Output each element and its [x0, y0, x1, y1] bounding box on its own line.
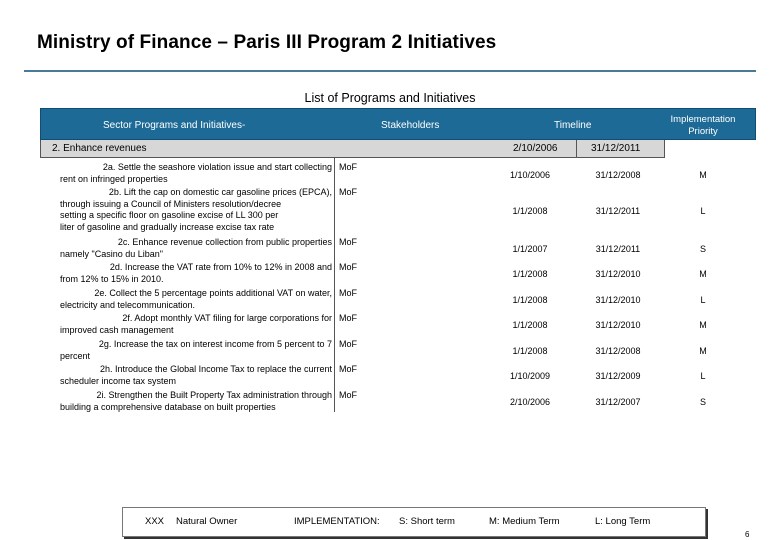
stakeholder: MoF	[339, 390, 357, 400]
stakeholder: MoF	[339, 339, 357, 349]
initiative-line: 2b. Lift the cap on domestic car gasoline prices (EPCA),	[108, 187, 332, 197]
end-date: 31/12/2010	[595, 295, 641, 305]
initiative-line: namely "Casino du Liban"	[60, 248, 163, 259]
initiative-line: from 12% to 15% in 2010.	[60, 273, 164, 284]
start-date: 1/1/2008	[512, 295, 548, 305]
legend-medium-term: M: Medium Term	[489, 516, 560, 527]
priority: L	[700, 206, 706, 216]
priority: L	[700, 295, 706, 305]
initiative-line: 2d. Increase the VAT rate from 10% to 12% in 2008 and	[109, 262, 332, 272]
section-row	[40, 140, 665, 158]
initiative-line: 2a. Settle the seashore violation issue and start collecting	[102, 162, 332, 172]
end-date: 31/12/2007	[595, 397, 641, 407]
section-end-date: 31/12/2011	[591, 143, 641, 154]
initiative-text	[42, 162, 332, 185]
initiative-line: improved cash management	[60, 324, 174, 335]
legend-implementation: IMPLEMENTATION:	[294, 516, 380, 527]
initiative-line: 2f. Adopt monthly VAT filing for large corporations for	[122, 313, 332, 323]
end-date: 31/12/2008	[595, 346, 641, 356]
initiative-line: 2e. Collect the 5 percentage points additional VAT on water,	[94, 288, 332, 298]
legend-box	[122, 507, 706, 537]
priority: M	[699, 269, 707, 279]
table-header	[40, 108, 756, 140]
initiative-line: 2i. Strengthen the Built Property Tax administration through	[96, 390, 332, 400]
end-date: 31/12/2010	[595, 269, 641, 279]
initiative-text	[42, 339, 332, 362]
header-initiatives: Sector Programs and Initiatives-	[103, 120, 246, 131]
end-date: 31/12/2011	[595, 206, 641, 216]
stakeholder: MoF	[339, 262, 357, 272]
priority: S	[699, 397, 706, 407]
priority: M	[699, 346, 707, 356]
start-date: 1/1/2008	[512, 206, 548, 216]
stakeholder: MoF	[339, 288, 357, 298]
priority: M	[699, 170, 707, 180]
initiative-line: 2c. Enhance revenue collection from public properties	[117, 237, 332, 247]
section-divider	[576, 140, 577, 157]
header-timeline: Timeline	[554, 120, 592, 131]
end-date: 31/12/2008	[595, 170, 641, 180]
initiative-text	[42, 313, 332, 336]
legend-xxx: XXX	[145, 516, 165, 527]
initiative-text	[42, 364, 332, 387]
priority: S	[699, 244, 706, 254]
stakeholder: MoF	[339, 187, 357, 197]
end-date: 31/12/2009	[595, 371, 641, 381]
initiative-line: rent on infringed properties	[60, 173, 168, 184]
initiative-line: through issuing a Council of Ministers resolution/decree	[60, 198, 282, 209]
stakeholder: MoF	[339, 237, 357, 247]
header-priority: Implementation Priority	[670, 114, 736, 137]
initiative-line: 2h. Introduce the Global Income Tax to replace the current	[100, 364, 332, 374]
end-date: 31/12/2011	[595, 244, 641, 254]
legend-short-term: S: Short term	[399, 516, 455, 527]
initiative-text	[42, 262, 332, 285]
title-divider	[24, 70, 756, 72]
priority: M	[699, 320, 707, 330]
start-date: 1/1/2008	[512, 320, 548, 330]
priority: L	[700, 371, 706, 381]
stakeholder: MoF	[339, 364, 357, 374]
initiative-line: liter of gasoline and gradually increase excise tax rate	[60, 222, 275, 233]
stakeholder: MoF	[339, 162, 357, 172]
initiative-text	[42, 288, 332, 311]
start-date: 1/1/2007	[512, 244, 548, 254]
header-stakeholders: Stakeholders	[381, 120, 440, 131]
table-title: List of Programs and Initiatives	[304, 91, 476, 105]
legend-natural-owner: Natural Owner	[176, 516, 238, 527]
column-divider	[334, 158, 335, 412]
end-date: 31/12/2010	[595, 320, 641, 330]
initiative-text	[42, 390, 332, 413]
start-date: 2/10/2006	[509, 397, 551, 407]
start-date: 1/1/2008	[512, 346, 548, 356]
initiative-line: setting a specific floor on gasoline excise of LL 300 per	[60, 210, 279, 221]
page-number: 6	[745, 530, 750, 539]
initiative-line: electricity and telecommunication.	[60, 299, 196, 310]
initiative-line: scheduler income tax system	[60, 375, 177, 386]
initiative-text	[42, 187, 332, 234]
legend-long-term: L: Long Term	[595, 516, 651, 527]
section-start-date: 2/10/2006	[513, 143, 558, 154]
start-date: 1/1/2008	[512, 269, 548, 279]
start-date: 1/10/2009	[509, 371, 551, 381]
page-title: Ministry of Finance – Paris III Program 2 Initiatives	[37, 32, 497, 53]
section-label: 2. Enhance revenues	[52, 143, 147, 154]
stakeholder: MoF	[339, 313, 357, 323]
start-date: 1/10/2006	[509, 170, 551, 180]
initiative-line: percent	[60, 350, 91, 361]
initiative-text	[42, 237, 332, 260]
initiative-line: 2g. Increase the tax on interest income from 5 percent to 7	[98, 339, 332, 349]
initiative-line: building a comprehensive database on built properties	[60, 401, 276, 412]
